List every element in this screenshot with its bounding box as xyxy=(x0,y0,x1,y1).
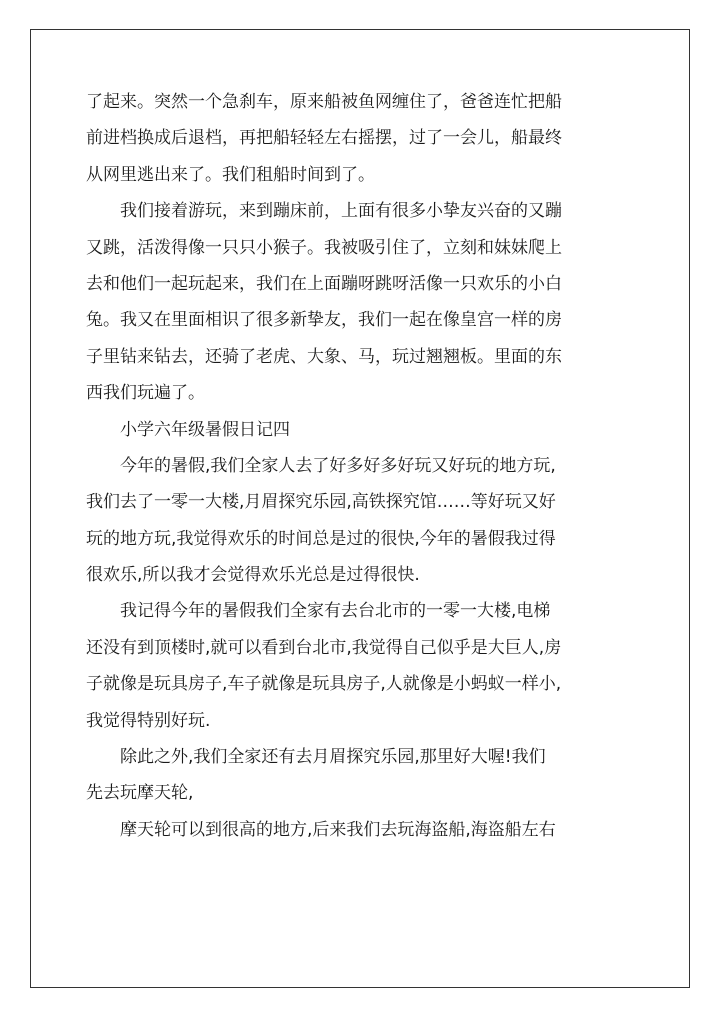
text-line: 先去玩摩天轮, xyxy=(86,783,194,804)
text-line: 兔。我又在里面相识了很多新挚友，我们一起在像皇宫一样的房 xyxy=(86,310,562,331)
text-line: 前进档换成后退档，再把船轻轻左右摇摆，过了一会儿，船最终 xyxy=(86,128,562,149)
text-line: 很欢乐,所以我才会觉得欢乐光总是过得很快. xyxy=(86,565,420,586)
text-line: 去和他们一起玩起来，我们在上面蹦呀跳呀活像一只欢乐的小白 xyxy=(86,273,562,294)
text-line: 又跳，活泼得像一只只小猴子。我被吸引住了，立刻和妹妹爬上 xyxy=(86,237,562,258)
text-line: 我觉得特别好玩. xyxy=(86,710,211,731)
text-line: 子就像是玩具房子,车子就像是玩具房子,人就像是小蚂蚁一样小, xyxy=(86,674,562,695)
text-line: 我们去了一零一大楼,月眉探究乐园,高铁探究馆……等好玩又好 xyxy=(86,492,556,513)
document-body xyxy=(86,84,638,848)
paragraph-start: 我记得今年的暑假我们全家有去台北市的一零一大楼,电梯 xyxy=(120,601,551,622)
paragraph-start: 我们接着游玩，来到蹦床前，上面有很多小挚友兴奋的又蹦 xyxy=(120,201,562,222)
text-line: 子里钻来钻去，还骑了老虎、大象、马，玩过翘翘板。里面的东 xyxy=(86,346,562,367)
text-line: 还没有到顶楼时,就可以看到台北市,我觉得自己似乎是大巨人,房 xyxy=(86,637,562,658)
paragraph-start: 今年的暑假,我们全家人去了好多好多好玩又好玩的地方玩, xyxy=(120,455,556,476)
section-heading: 小学六年级暑假日记四 xyxy=(120,419,290,440)
paragraph-start: 摩天轮可以到很高的地方,后来我们去玩海盗船,海盗船左右 xyxy=(120,819,556,840)
text-line: 西我们玩遍了。 xyxy=(86,383,205,404)
text-line: 从网里逃出来了。我们租船时间到了。 xyxy=(86,164,375,185)
text-line: 玩的地方玩,我觉得欢乐的时间总是过的很快,今年的暑假我过得 xyxy=(86,528,556,549)
paragraph-start: 除此之外,我们全家还有去月眉探究乐园,那里好大喔!我们 xyxy=(120,747,546,768)
text-line: 了起来。突然一个急刹车，原来船被鱼网缠住了，爸爸连忙把船 xyxy=(86,92,562,112)
